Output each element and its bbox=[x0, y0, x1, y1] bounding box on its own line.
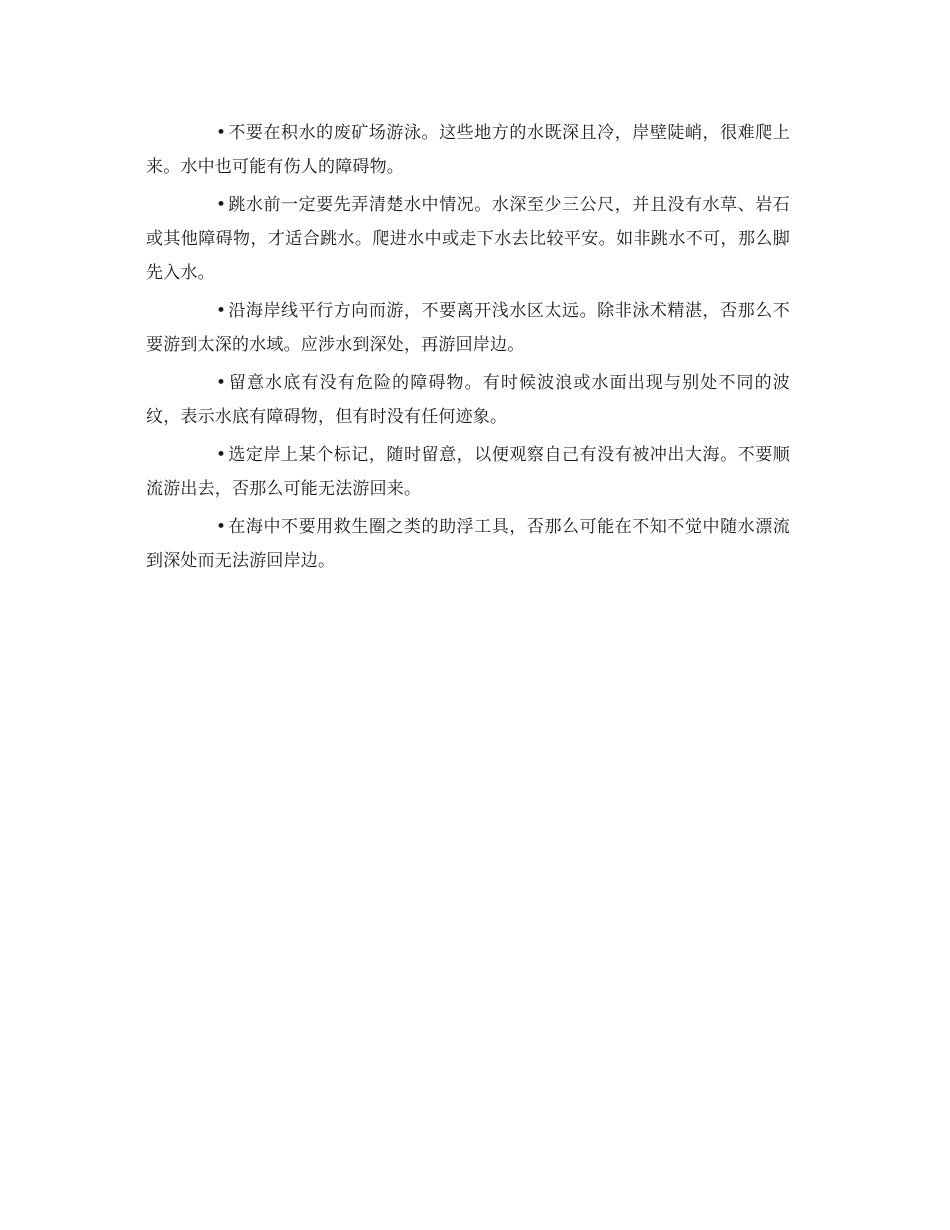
paragraph-6 bbox=[146, 510, 790, 578]
paragraph-text: 沿海岸线平行方向而游，不要离开浅水区太远。除非泳术精湛，否那么不要游到太深的水域。应涉水到深处，再游回岸边。 bbox=[146, 301, 790, 355]
paragraph-text: 跳水前一定要先弄清楚水中情况。水深至少三公尺，并且没有水草、岩石或其他障碍物，才适合跳水。爬进水中或走下水去比较平安。如非跳水不可，那么脚先入水。 bbox=[146, 195, 790, 283]
bullet-marker: • bbox=[216, 195, 227, 215]
paragraph-text: 选定岸上某个标记，随时留意，以便观察自己有没有被冲出大海。不要顺流游出去，否那么可能无法游回来。 bbox=[146, 445, 790, 499]
bullet-marker: • bbox=[216, 517, 227, 537]
bullet-marker: • bbox=[216, 445, 227, 465]
paragraph-text: 留意水底有没有危险的障碍物。有时候波浪或水面出现与别处不同的波纹，表示水底有障碍物，但有时没有任何迹象。 bbox=[146, 373, 790, 427]
bullet-marker: • bbox=[216, 373, 227, 393]
paragraph-1 bbox=[146, 116, 790, 184]
paragraph-4 bbox=[146, 366, 790, 434]
paragraph-3 bbox=[146, 294, 790, 362]
bullet-marker: • bbox=[216, 123, 227, 143]
paragraph-5 bbox=[146, 438, 790, 506]
paragraph-2 bbox=[146, 188, 790, 290]
paragraph-text: 不要在积水的废矿场游泳。这些地方的水既深且冷，岸壁陡峭，很难爬上来。水中也可能有伤人的障碍物。 bbox=[146, 123, 790, 177]
document-body bbox=[146, 116, 790, 582]
paragraph-text: 在海中不要用救生圈之类的助浮工具，否那么可能在不知不觉中随水漂流到深处而无法游回岸边。 bbox=[146, 517, 790, 571]
bullet-marker: • bbox=[216, 301, 227, 321]
